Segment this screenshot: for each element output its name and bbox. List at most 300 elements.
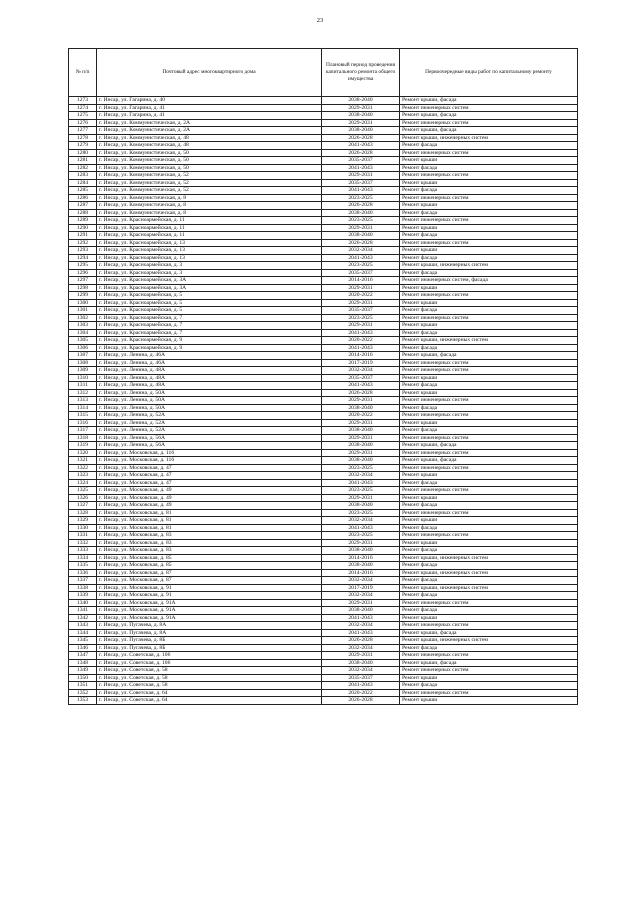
row-works: Ремонт инженерных систем, фасада [400,277,578,285]
row-number: 1313 [69,397,97,405]
row-number: 1316 [69,419,97,427]
row-period: 2032-2034 [322,472,400,480]
table-row [69,472,578,480]
row-address: г. Инсар, ул. Московская, д. 81 [97,509,322,517]
table-row [69,599,578,607]
row-period: 2038-2040 [322,659,400,667]
row-works: Ремонт фасада [400,577,578,585]
table-row [69,217,578,225]
table-row [69,404,578,412]
row-works: Ремонт инженерных систем [400,434,578,442]
row-number: 1310 [69,374,97,382]
row-works: Ремонт инженерных систем [400,217,578,225]
row-period: 2035-2037 [322,157,400,165]
row-number: 1326 [69,494,97,502]
row-address: г. Инсар, ул. Ленина, д. 56А [97,434,322,442]
row-works: Ремонт фасада [400,164,578,172]
row-works: Ремонт крыши, фасада [400,629,578,637]
row-period: 2041-2043 [322,329,400,337]
row-address: г. Инсар, ул. Красноармейская, д. 13 [97,247,322,255]
row-number: 1332 [69,539,97,547]
row-period: 2017-2019 [322,359,400,367]
row-number: 1286 [69,194,97,202]
row-period: 2023-2025 [322,217,400,225]
row-number: 1335 [69,562,97,570]
row-works: Ремонт крыши [400,494,578,502]
row-address: г. Инсар, ул. Ленина, д. 48А [97,367,322,375]
table-row [69,157,578,165]
row-address: г. Инсар, ул. Советская, д. 64 [97,689,322,697]
table-row [69,509,578,517]
row-number: 1353 [69,697,97,705]
row-number: 1296 [69,269,97,277]
row-works: Ремонт инженерных систем [400,599,578,607]
row-number: 1299 [69,292,97,300]
row-number: 1334 [69,554,97,562]
row-works: Ремонт фасада [400,404,578,412]
row-period: 2041-2043 [322,142,400,150]
table-row [69,194,578,202]
row-number: 1302 [69,314,97,322]
table-row [69,562,578,570]
row-works: Ремонт крыши, инженерных систем [400,134,578,142]
row-period: 2038-2040 [322,427,400,435]
table-row [69,254,578,262]
row-period: 2014-2016 [322,554,400,562]
row-works: Ремонт крыши [400,322,578,330]
row-number: 1314 [69,404,97,412]
row-period: 2035-2037 [322,307,400,315]
row-period: 2029-2031 [322,599,400,607]
row-works: Ремонт инженерных систем [400,652,578,660]
row-period: 2023-2025 [322,532,400,540]
row-period: 2038-2040 [322,127,400,135]
row-number: 1274 [69,104,97,112]
row-number: 1287 [69,202,97,210]
row-period: 2029-2031 [322,419,400,427]
row-period: 2032-2034 [322,247,400,255]
row-number: 1345 [69,637,97,645]
row-period: 2029-2031 [322,494,400,502]
row-number: 1325 [69,487,97,495]
row-period: 2038-2040 [322,562,400,570]
table-row [69,187,578,195]
row-address: г. Инсар, ул. Красноармейская, д. 3А [97,284,322,292]
row-number: 1304 [69,329,97,337]
table-row [69,322,578,330]
row-address: г. Инсар, ул. Пугачева, д. 8А [97,622,322,630]
row-number: 1278 [69,134,97,142]
row-number: 1315 [69,412,97,420]
row-number: 1280 [69,149,97,157]
row-number: 1273 [69,97,97,105]
table-row [69,427,578,435]
row-period: 2038-2040 [322,547,400,555]
row-works: Ремонт фасада [400,592,578,600]
table-row [69,307,578,315]
row-works: Ремонт инженерных систем [400,622,578,630]
row-works: Ремонт крыши [400,157,578,165]
row-works: Ремонт крыши, фасада [400,457,578,465]
row-period: 2029-2031 [322,299,400,307]
table-row [69,344,578,352]
row-number: 1348 [69,659,97,667]
row-number: 1291 [69,232,97,240]
row-works: Ремонт фасада [400,209,578,217]
header-row [69,49,578,97]
row-address: г. Инсар, ул. Красноармейская, д. 5 [97,292,322,300]
table-row [69,614,578,622]
row-number: 1303 [69,322,97,330]
row-period: 2038-2040 [322,607,400,615]
row-works: Ремонт крыши, фасада [400,97,578,105]
row-period: 2014-2016 [322,277,400,285]
row-number: 1301 [69,307,97,315]
row-works: Ремонт крыши [400,389,578,397]
row-period: 2020-2022 [322,412,400,420]
row-period: 2041-2043 [322,682,400,690]
row-period: 2029-2031 [322,539,400,547]
row-works: Ремонт фасада [400,382,578,390]
row-works: Ремонт инженерных систем [400,487,578,495]
table-row [69,164,578,172]
row-works: Ремонт фасада [400,524,578,532]
row-number: 1305 [69,337,97,345]
table-row [69,337,578,345]
table-row [69,374,578,382]
row-address: г. Инсар, ул. Красноармейская, д. 7 [97,322,322,330]
row-number: 1331 [69,532,97,540]
table-body [69,97,578,705]
table-row [69,689,578,697]
row-works: Ремонт инженерных систем [400,449,578,457]
table-row [69,127,578,135]
table-row [69,299,578,307]
row-period: 2032-2034 [322,644,400,652]
table-row [69,479,578,487]
table-row [69,269,578,277]
row-number: 1294 [69,254,97,262]
row-period: 2038-2040 [322,112,400,120]
row-works: Ремонт фасада [400,562,578,570]
table-row [69,449,578,457]
table-row [69,314,578,322]
row-period: 2026-2028 [322,637,400,645]
row-address: г. Инсар, ул. Коммунистическая, д. 2А [97,127,322,135]
row-period: 2026-2028 [322,239,400,247]
row-period: 2035-2037 [322,374,400,382]
row-number: 1306 [69,344,97,352]
table-row [69,667,578,675]
row-period: 2032-2034 [322,517,400,525]
table-row [69,389,578,397]
row-address: г. Инсар, ул. Ленина, д. 46А [97,359,322,367]
row-works: Ремонт инженерных систем [400,194,578,202]
table-row [69,464,578,472]
row-address: г. Инсар, ул. Гагарина, д. 40 [97,97,322,105]
row-address: г. Инсар, ул. Московская, д. 91А [97,607,322,615]
row-number: 1333 [69,547,97,555]
row-address: г. Инсар, ул. Красноармейская, д. 11 [97,217,322,225]
row-period: 2041-2043 [322,187,400,195]
row-period: 2023-2025 [322,464,400,472]
row-address: г. Инсар, ул. Красноармейская, д. 7 [97,329,322,337]
row-address: г. Инсар, ул. Ленина, д. 48А [97,382,322,390]
row-period: 2035-2037 [322,674,400,682]
table-row [69,224,578,232]
row-number: 1347 [69,652,97,660]
row-address: г. Инсар, ул. Пугачева, д. 8Б [97,637,322,645]
row-address: г. Инсар, ул. Гагарина, д. 41 [97,112,322,120]
row-address: г. Инсар, ул. Красноармейская, д. 3 [97,262,322,270]
row-period: 2038-2040 [322,502,400,510]
row-number: 1295 [69,262,97,270]
table-row [69,487,578,495]
page-number: 23 [316,17,324,24]
row-address: г. Инсар, ул. Московская, д. 47 [97,472,322,480]
row-address: г. Инсар, ул. Московская, д. 87 [97,577,322,585]
row-period: 2029-2031 [322,224,400,232]
row-period: 2029-2031 [322,172,400,180]
repair-schedule-table [68,48,578,705]
row-period: 2038-2040 [322,457,400,465]
row-address: г. Инсар, ул. Советская, д. 106 [97,659,322,667]
row-works: Ремонт фасада [400,607,578,615]
row-works: Ремонт крыши [400,179,578,187]
row-works: Ремонт фасада [400,142,578,150]
table-row [69,502,578,510]
row-address: г. Инсар, ул. Ленина, д. 50А [97,404,322,412]
row-works: Ремонт инженерных систем [400,119,578,127]
row-period: 2041-2043 [322,524,400,532]
row-number: 1277 [69,127,97,135]
row-address: г. Инсар, ул. Красноармейская, д. 13 [97,239,322,247]
table-row [69,352,578,360]
row-works: Ремонт крыши [400,202,578,210]
table-row [69,622,578,630]
row-number: 1288 [69,209,97,217]
row-number: 1346 [69,644,97,652]
row-period: 2032-2034 [322,592,400,600]
row-address: г. Инсар, ул. Ленина, д. 52А [97,419,322,427]
row-address: г. Инсар, ул. Красноармейская, д. 3 [97,269,322,277]
row-period: 2038-2040 [322,97,400,105]
row-address: г. Инсар, ул. Красноармейская, д. 5 [97,299,322,307]
table-row [69,569,578,577]
row-period: 2014-2016 [322,569,400,577]
row-number: 1327 [69,502,97,510]
row-address: г. Инсар, ул. Красноармейская, д. 13 [97,254,322,262]
row-address: г. Инсар, ул. Коммунистическая, д. 50 [97,157,322,165]
row-works: Ремонт фасада [400,644,578,652]
row-address: г. Инсар, ул. Пугачева, д. 8Б [97,644,322,652]
row-works: Ремонт фасада [400,547,578,555]
row-period: 2026-2028 [322,697,400,705]
table-row [69,329,578,337]
table-row [69,292,578,300]
table-row [69,209,578,217]
row-period: 2023-2025 [322,262,400,270]
row-period: 2038-2040 [322,209,400,217]
row-address: г. Инсар, ул. Коммунистическая, д. 50 [97,164,322,172]
row-address: г. Инсар, ул. Коммунистическая, д. 50 [97,149,322,157]
row-period: 2029-2031 [322,449,400,457]
table-row [69,532,578,540]
table-row [69,517,578,525]
table-row [69,382,578,390]
row-number: 1275 [69,112,97,120]
row-address: г. Инсар, ул. Московская, д. 81 [97,517,322,525]
row-period: 2023-2025 [322,487,400,495]
row-number: 1290 [69,224,97,232]
row-address: г. Инсар, ул. Ленина, д. 56А [97,442,322,450]
table-row [69,112,578,120]
row-address: г. Инсар, ул. Коммунистическая, д. 48 [97,142,322,150]
row-period: 2026-2028 [322,134,400,142]
table-row [69,554,578,562]
row-address: г. Инсар, ул. Московская, д. 49 [97,494,322,502]
table-row [69,359,578,367]
row-number: 1292 [69,239,97,247]
row-period: 2017-2019 [322,584,400,592]
row-works: Ремонт инженерных систем [400,532,578,540]
row-number: 1319 [69,442,97,450]
row-number: 1276 [69,119,97,127]
row-works: Ремонт фасада [400,479,578,487]
row-address: г. Инсар, ул. Ленина, д. 48А [97,374,322,382]
row-number: 1307 [69,352,97,360]
row-number: 1318 [69,434,97,442]
row-address: г. Инсар, ул. Московская, д. 91 [97,592,322,600]
table-row [69,577,578,585]
row-works: Ремонт крыши [400,614,578,622]
row-address: г. Инсар, ул. Красноармейская, д. 3А [97,277,322,285]
row-number: 1297 [69,277,97,285]
row-works: Ремонт крыши [400,419,578,427]
row-works: Ремонт фасада [400,682,578,690]
row-period: 2038-2040 [322,442,400,450]
row-number: 1317 [69,427,97,435]
table-row [69,247,578,255]
row-works: Ремонт крыши, инженерных систем [400,337,578,345]
table-row [69,97,578,105]
row-number: 1289 [69,217,97,225]
row-period: 2041-2043 [322,479,400,487]
row-period: 2032-2034 [322,367,400,375]
row-address: г. Инсар, ул. Ленина, д. 50А [97,389,322,397]
row-address: г. Инсар, ул. Советская, д. 58 [97,682,322,690]
row-works: Ремонт крыши [400,299,578,307]
table-row [69,119,578,127]
row-period: 2035-2037 [322,269,400,277]
header-works: Первоочередные виды работ по капитальному ремонту [400,49,578,97]
row-period: 2023-2025 [322,509,400,517]
row-address: г. Инсар, ул. Московская, д. 47 [97,464,322,472]
row-number: 1328 [69,509,97,517]
row-works: Ремонт фасада [400,329,578,337]
row-works: Ремонт фасада [400,254,578,262]
row-address: г. Инсар, ул. Коммунистическая, д. 48 [97,134,322,142]
row-address: г. Инсар, ул. Советская, д. 64 [97,697,322,705]
table-row [69,179,578,187]
row-period: 2032-2034 [322,667,400,675]
table-row [69,149,578,157]
row-number: 1343 [69,622,97,630]
row-number: 1312 [69,389,97,397]
row-address: г. Инсар, ул. Московская, д. 85 [97,554,322,562]
row-address: г. Инсар, ул. Коммунистическая, д. 8 [97,194,322,202]
row-works: Ремонт фасада [400,502,578,510]
row-address: г. Инсар, ул. Красноармейская, д. 7 [97,314,322,322]
row-works: Ремонт фасада [400,187,578,195]
table-row [69,397,578,405]
table-row [69,652,578,660]
row-number: 1298 [69,284,97,292]
header-period: Плановый период проведения капитального ремонта общего имущества [322,49,400,97]
row-address: г. Инсар, ул. Московская, д. 47 [97,479,322,487]
row-period: 2041-2043 [322,254,400,262]
table-row [69,434,578,442]
table-row [69,419,578,427]
table-row [69,202,578,210]
row-works: Ремонт крыши [400,224,578,232]
row-address: г. Инсар, ул. Ленина, д. 52А [97,427,322,435]
row-number: 1320 [69,449,97,457]
row-address: г. Инсар, ул. Московская, д. 116 [97,449,322,457]
row-period: 2029-2031 [322,104,400,112]
row-works: Ремонт инженерных систем [400,667,578,675]
row-works: Ремонт инженерных систем [400,172,578,180]
row-period: 2026-2028 [322,389,400,397]
row-works: Ремонт инженерных систем [400,292,578,300]
row-address: г. Инсар, ул. Московская, д. 83 [97,547,322,555]
row-works: Ремонт фасада [400,427,578,435]
row-period: 2035-2037 [322,179,400,187]
row-address: г. Инсар, ул. Московская, д. 91 [97,584,322,592]
row-number: 1321 [69,457,97,465]
row-number: 1284 [69,179,97,187]
table-row [69,682,578,690]
row-address: г. Инсар, ул. Московская, д. 116 [97,457,322,465]
row-address: г. Инсар, ул. Московская, д. 49 [97,487,322,495]
row-works: Ремонт крыши [400,674,578,682]
row-works: Ремонт крыши [400,472,578,480]
table-row [69,172,578,180]
row-period: 2026-2028 [322,149,400,157]
row-number: 1342 [69,614,97,622]
table-row [69,239,578,247]
table-row [69,104,578,112]
row-works: Ремонт инженерных систем [400,359,578,367]
row-number: 1283 [69,172,97,180]
row-number: 1323 [69,472,97,480]
row-works: Ремонт крыши [400,247,578,255]
row-number: 1329 [69,517,97,525]
row-works: Ремонт крыши, инженерных систем [400,637,578,645]
row-number: 1322 [69,464,97,472]
row-number: 1352 [69,689,97,697]
table-row [69,442,578,450]
table-row [69,539,578,547]
row-period: 2041-2043 [322,344,400,352]
row-works: Ремонт крыши, инженерных систем [400,554,578,562]
row-works: Ремонт крыши [400,539,578,547]
row-number: 1351 [69,682,97,690]
row-period: 2038-2040 [322,404,400,412]
header-num: № п/п [69,49,97,97]
row-works: Ремонт фасада [400,269,578,277]
row-period: 2032-2034 [322,622,400,630]
